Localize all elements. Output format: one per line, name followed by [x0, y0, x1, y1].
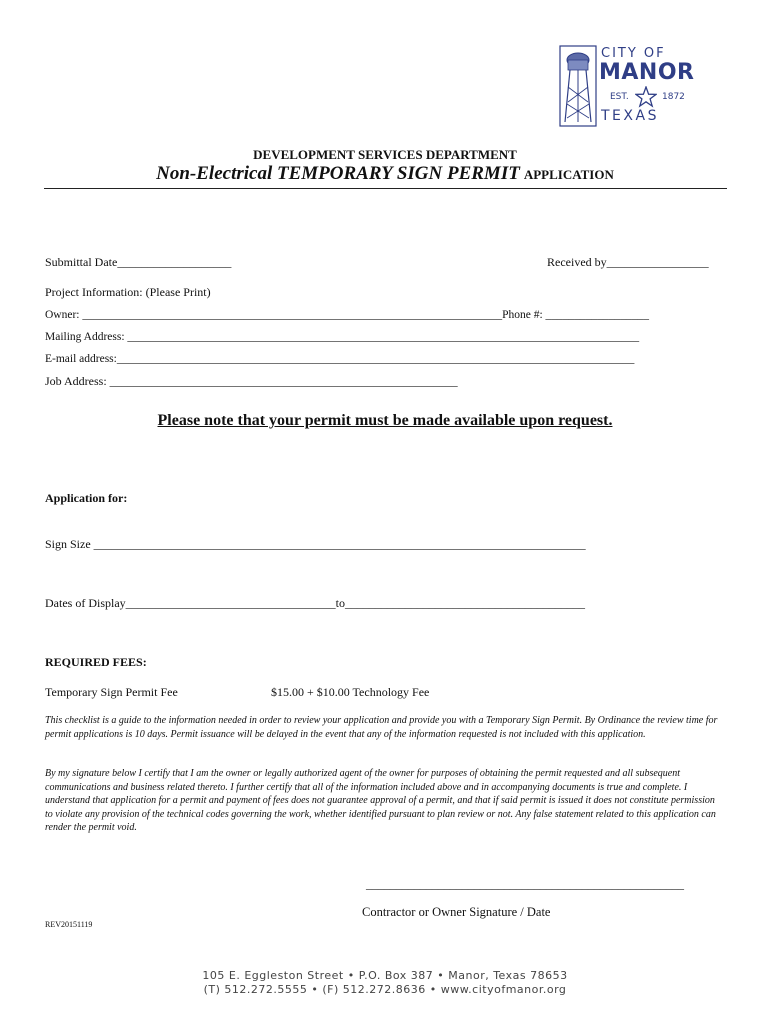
fee-amount: $15.00 + $10.00 Technology Fee — [271, 685, 430, 699]
footer-address: 105 E. Eggleston Street • P.O. Box 387 • Manor, Texas 78653 — [202, 969, 568, 982]
logo-city-of: CITY OF — [601, 46, 666, 61]
logo-year: 1872 — [662, 92, 685, 102]
sign-size-field[interactable]: Sign Size __________________________________________________________________________________ — [45, 537, 586, 551]
received-by-field[interactable]: Received by_________________ — [547, 255, 709, 269]
project-info-label: Project Information: (Please Print) — [45, 285, 211, 299]
revision-code: REV20151119 — [45, 920, 93, 929]
job-address-field[interactable]: Job Address: __________________________________________________________ — [45, 374, 458, 388]
fee-label: Temporary Sign Permit Fee — [45, 685, 178, 699]
header-divider — [44, 188, 727, 189]
form-title-suffix: APPLICATION — [523, 167, 614, 182]
footer-contact: (T) 512.272.5555 • (F) 512.272.8636 • www.cityofmanor.org — [203, 983, 567, 996]
logo-est: EST. — [610, 92, 629, 102]
dates-of-display-field[interactable]: Dates of Display___________________________________to________________________________________ — [45, 596, 585, 610]
signature-label: Contractor or Owner Signature / Date — [362, 905, 551, 919]
required-fees-heading: REQUIRED FEES: — [45, 655, 147, 669]
email-address-field[interactable]: E-mail address:__________________________________________________________________________________________ — [45, 353, 635, 365]
form-title-main: Non-Electrical TEMPORARY SIGN PERMIT — [156, 163, 520, 184]
form-title — [0, 163, 770, 185]
permit-notice: Please note that your permit must be made available upon request. — [157, 412, 613, 429]
checklist-paragraph: This checklist is a guide to the information needed in order to review your application and provide you with a Temporary Sign Permit. By Ordinance the review time for permit applications is 10 days. Permit issuance will be delayed in the event that any of the information requested is not included with this application. — [45, 715, 718, 740]
logo-manor: MANOR — [599, 60, 695, 85]
logo-texas: TEXAS — [601, 108, 659, 124]
owner-phone-field[interactable]: Owner: _________________________________________________________________________Phone #: __________________ — [45, 309, 650, 321]
star-icon — [635, 86, 657, 108]
submittal-date-field[interactable]: Submittal Date___________________ — [45, 255, 232, 269]
water-tower-icon — [558, 42, 598, 130]
certification-paragraph: By my signature below I certify that I am the owner or legally authorized agent of the owner for purposes of obtaining the permit requested and all subsequent communications and business related thereto. I further certify that all of the information included above and in accompanying documents is true and complete. I understand that application for a permit and payment of fees does not guarantee approval of a permit, and that if said permit is issued it does not constitute permission to violate any provision of the technical codes governing the work, whether identified pursuant to plan review or not. Any false statement related to this application can render the permit void. — [45, 768, 716, 833]
mailing-address-field[interactable]: Mailing Address: _________________________________________________________________________________________ — [45, 331, 640, 343]
department-heading: DEVELOPMENT SERVICES DEPARTMENT — [253, 147, 517, 162]
city-logo — [558, 42, 698, 132]
signature-line[interactable]: _____________________________________________________ — [366, 877, 684, 891]
application-heading: Application for: — [45, 491, 128, 505]
